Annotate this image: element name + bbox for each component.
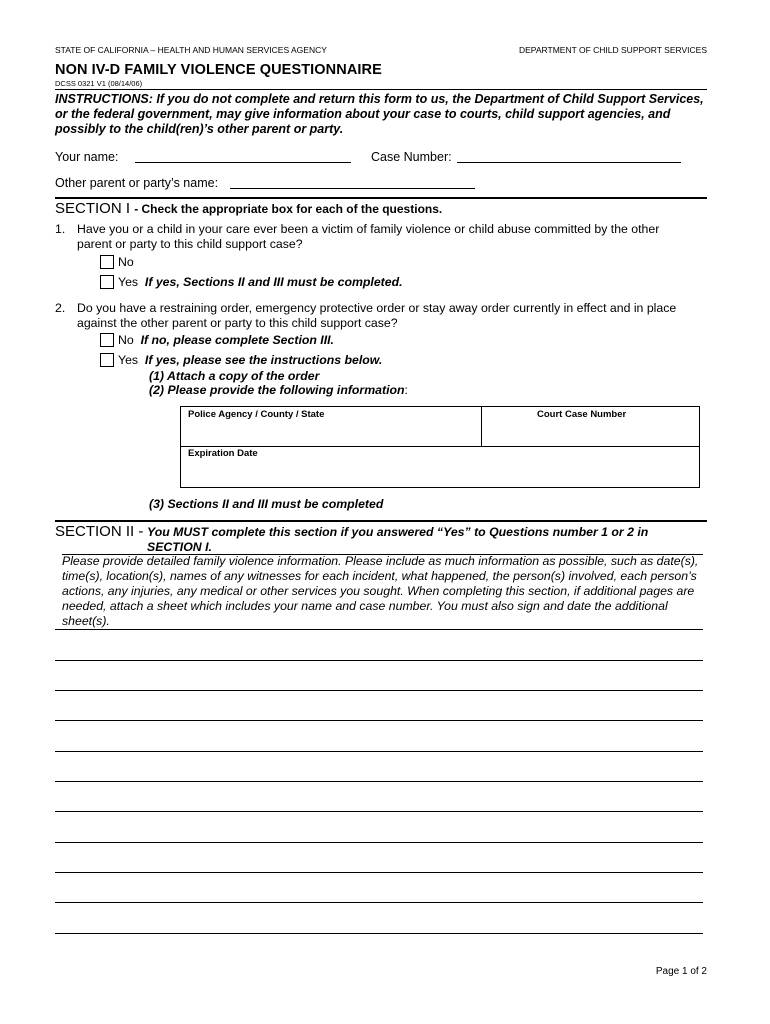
section-2-instructions: Please provide detailed family violence information. Please include as much information as possible, such as date(s), time(s), location(s), names of any witnesses for each incident, what happened, the person(s) involved, each person’s actions, any injuries, any medical or other services you sought. When completing this section, if additional pages are needed, attach a sheet which includes your name and case number. You must also sign and date the additional sheet(s). [62, 554, 699, 628]
other-parent-label: Other parent or party’s name: [55, 176, 219, 190]
writing-line[interactable] [55, 902, 703, 903]
q1-text-line1: Have you or a child in your care ever been a victim of family violence or child abuse committed by the other [77, 222, 660, 236]
writing-line[interactable] [55, 629, 703, 630]
agency-header: STATE OF CALIFORNIA – HEALTH AND HUMAN SERVICES AGENCY [55, 45, 327, 55]
q1-yes-label: Yes [118, 275, 139, 289]
writing-line[interactable] [55, 751, 703, 752]
section-1-title: SECTION I [55, 200, 131, 217]
court-case-header: Court Case Number [537, 409, 627, 420]
section-1-heading [55, 200, 442, 217]
q1-no-label: No [118, 255, 134, 269]
writing-line[interactable] [55, 720, 703, 721]
q2-text-line2: against the other parent or party to this child support case? [77, 316, 398, 330]
your-name-field[interactable] [135, 162, 351, 163]
q2-yes-label: Yes [118, 353, 139, 367]
your-name-label: Your name: [55, 150, 119, 164]
court-case-cell[interactable] [482, 421, 699, 446]
police-agency-cell[interactable] [181, 421, 481, 446]
writing-line[interactable] [55, 933, 703, 934]
section-1-divider [55, 197, 707, 199]
table-row-divider [181, 446, 699, 447]
q2-step-1: (1) Attach a copy of the order [149, 369, 320, 383]
q2-step-2 [149, 383, 408, 397]
q2-yes-option [118, 353, 382, 367]
q2-step-3: (3) Sections II and III must be completed [149, 497, 384, 511]
q2-step-2-text: (2) Please provide the following information [149, 383, 405, 397]
q1-yes-option [118, 275, 403, 289]
instructions: INSTRUCTIONS: If you do not complete and return this form to us, the Department of Child Support Services, or the federal government, may give information about your case to courts, child support agencies, and possibly to the child(ren)’s other parent or party. [55, 92, 704, 136]
q2-step-2-colon: : [404, 383, 408, 397]
case-number-field[interactable] [457, 162, 681, 163]
q1-no-checkbox[interactable] [100, 255, 114, 269]
q2-number: 2. [55, 301, 66, 315]
q2-yes-checkbox[interactable] [100, 353, 114, 367]
section-2-subtitle-line1: You MUST complete this section if you answered “Yes” to Questions number 1 or 2 in [147, 525, 649, 539]
case-number-label: Case Number: [371, 150, 452, 164]
q2-no-option [118, 333, 334, 347]
order-info-table [180, 406, 700, 488]
expiration-date-cell[interactable] [181, 461, 699, 487]
section-2-title: SECTION II - [55, 523, 144, 540]
form-title: NON IV-D FAMILY VIOLENCE QUESTIONNAIRE [55, 62, 382, 78]
title-divider [55, 89, 707, 90]
q2-no-label: No [118, 333, 134, 347]
section-1-subtitle: - Check the appropriate box for each of the questions. [134, 202, 443, 216]
q1-yes-note: If yes, Sections II and III must be completed. [144, 275, 403, 289]
section-2-divider [55, 520, 707, 522]
police-agency-header: Police Agency / County / State [188, 409, 325, 420]
q2-no-checkbox[interactable] [100, 333, 114, 347]
page-number: Page 1 of 2 [655, 966, 707, 977]
q1-number: 1. [55, 222, 66, 236]
expiration-date-header: Expiration Date [188, 448, 258, 459]
q2-no-note: If no, please complete Section III. [140, 333, 334, 347]
writing-line[interactable] [55, 781, 703, 782]
q2-text-line1: Do you have a restraining order, emergency protective order or stay away order currently in effect and in place [77, 301, 677, 315]
q1-text-line2: parent or party to this child support case? [77, 237, 303, 251]
department-header: DEPARTMENT OF CHILD SUPPORT SERVICES [519, 45, 707, 55]
writing-line[interactable] [55, 660, 703, 661]
writing-line[interactable] [55, 690, 703, 691]
writing-line[interactable] [55, 842, 703, 843]
q2-yes-note: If yes, please see the instructions below. [144, 353, 383, 367]
q1-yes-checkbox[interactable] [100, 275, 114, 289]
other-parent-field[interactable] [230, 188, 475, 189]
section-2-subtitle-line2: SECTION I. [147, 540, 212, 554]
form-number: DCSS 0321 V1 (08/14/06) [55, 79, 143, 88]
writing-line[interactable] [55, 872, 703, 873]
writing-line[interactable] [55, 811, 703, 812]
